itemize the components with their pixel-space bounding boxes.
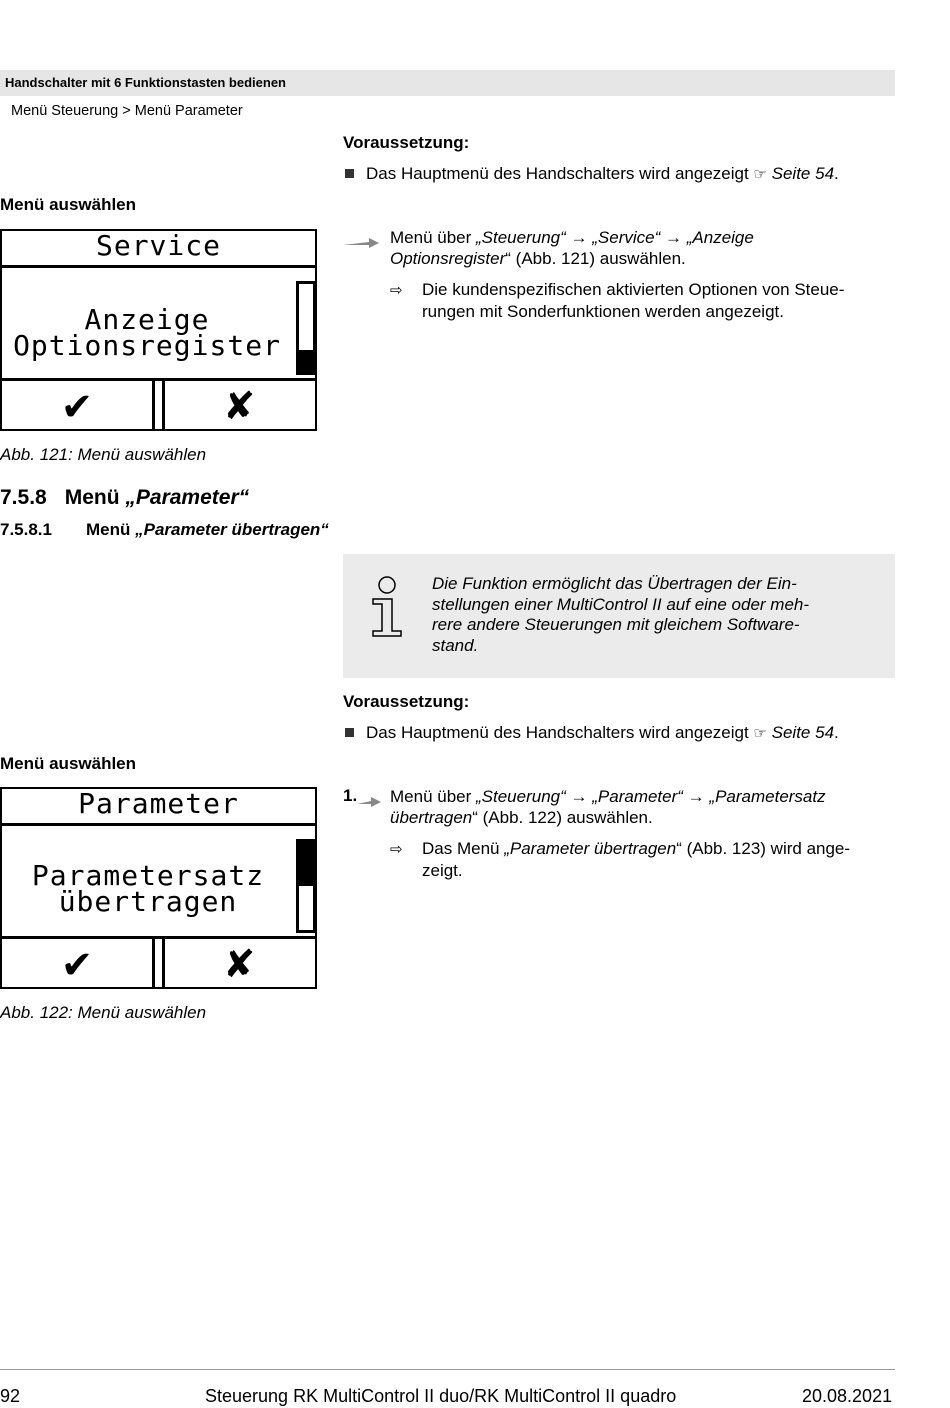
side-heading: Menü auswählen <box>0 754 137 773</box>
figure-caption: Abb. 121: Menü auswählen <box>0 445 207 464</box>
checkmark-icon: ✔ <box>63 379 91 430</box>
arrow-right-icon: → <box>570 787 588 806</box>
subsection-heading: 7.5.8.1 Menü „Parameter übertragen“ <box>0 520 329 539</box>
cross-icon: ✘ <box>226 379 254 430</box>
prerequisite-heading: Voraussetzung: <box>343 133 470 152</box>
info-text: Die Funktion ermöglicht das Übertragen der Ein- stellungen einer MultiControl II auf eine oder meh- rere andere Steuerungen mit gleichem Software- stand. <box>432 574 810 655</box>
prerequisite-item: Das Hauptmenü des Handschalters wird angezeigt ☞ Seite 54. <box>345 163 839 185</box>
display-title: Parameter <box>2 789 315 826</box>
confirm-button[interactable] <box>2 939 155 987</box>
side-heading: Menü auswählen <box>0 195 137 214</box>
prerequisite-heading: Voraussetzung: <box>343 692 470 711</box>
hand-pointer-icon: ☞ <box>753 166 767 183</box>
scrollbar[interactable] <box>296 281 316 375</box>
step-instruction: Menü über „Steuerung“ → „Parameter“ → „Parametersatz übertragen“ (Abb. 122) auswählen. <box>390 787 826 827</box>
scrollbar[interactable] <box>296 839 316 933</box>
step-result: ⇨ Das Menü „Parameter übertragen“ (Abb. 123) wird ange- zeigt. <box>390 839 851 880</box>
arrow-right-icon: → <box>570 228 588 247</box>
scroll-thumb <box>299 350 313 372</box>
section-heading: 7.5.8 Menü „Parameter“ <box>0 486 250 509</box>
scroll-thumb <box>299 842 313 886</box>
cancel-button[interactable] <box>162 381 315 429</box>
result-arrow-icon: ⇨ <box>390 841 403 858</box>
footer-product: Steuerung RK MultiControl II duo/RK MultiControl II quadro <box>205 1386 677 1406</box>
step-result: ⇨ Die kundenspezifischen aktivierten Optionen von Steue- rungen mit Sonderfunktionen werden angezeigt. <box>390 280 845 321</box>
handset-display <box>0 787 317 989</box>
arrow-right-icon: → <box>687 787 705 806</box>
info-icon <box>368 575 406 637</box>
page-link[interactable]: Seite 54 <box>771 723 835 742</box>
display-button-row <box>2 936 315 987</box>
step-arrow-icon <box>355 792 385 810</box>
hand-pointer-icon: ☞ <box>753 725 767 742</box>
step-arrow-icon <box>343 233 383 251</box>
step-number: 1. <box>343 786 358 805</box>
cross-icon: ✘ <box>226 937 254 988</box>
footer-date: 20.08.2021 <box>802 1386 893 1406</box>
result-arrow-icon: ⇨ <box>390 282 403 299</box>
display-menu-item[interactable]: Parametersatz übertragen <box>31 859 265 918</box>
step-instruction: Menü über „Steuerung“ → „Service“ → „Anzeige Optionsregister“ (Abb. 121) auswählen. <box>390 228 754 268</box>
page-link[interactable]: Seite 54 <box>771 164 835 183</box>
display-button-row <box>2 378 315 429</box>
bullet-square-icon <box>345 728 354 737</box>
breadcrumb: Menü Steuerung > Menü Parameter <box>11 103 243 119</box>
figure-caption: Abb. 122: Menü auswählen <box>0 1003 207 1022</box>
bullet-square-icon <box>345 169 354 178</box>
chapter-title: Handschalter mit 6 Funktionstasten bedienen <box>5 75 286 90</box>
arrow-right-icon: → <box>665 228 682 247</box>
confirm-button[interactable] <box>2 381 155 429</box>
cancel-button[interactable] <box>162 939 315 987</box>
handset-display <box>0 229 317 431</box>
display-menu-item[interactable]: Anzeige Optionsregister <box>13 303 281 362</box>
page-number: 92 <box>0 1386 21 1406</box>
prerequisite-item: Das Hauptmenü des Handschalters wird angezeigt ☞ Seite 54. <box>345 722 839 744</box>
display-title: Service <box>2 231 315 268</box>
footer-divider <box>0 1369 895 1370</box>
checkmark-icon: ✔ <box>63 937 91 988</box>
